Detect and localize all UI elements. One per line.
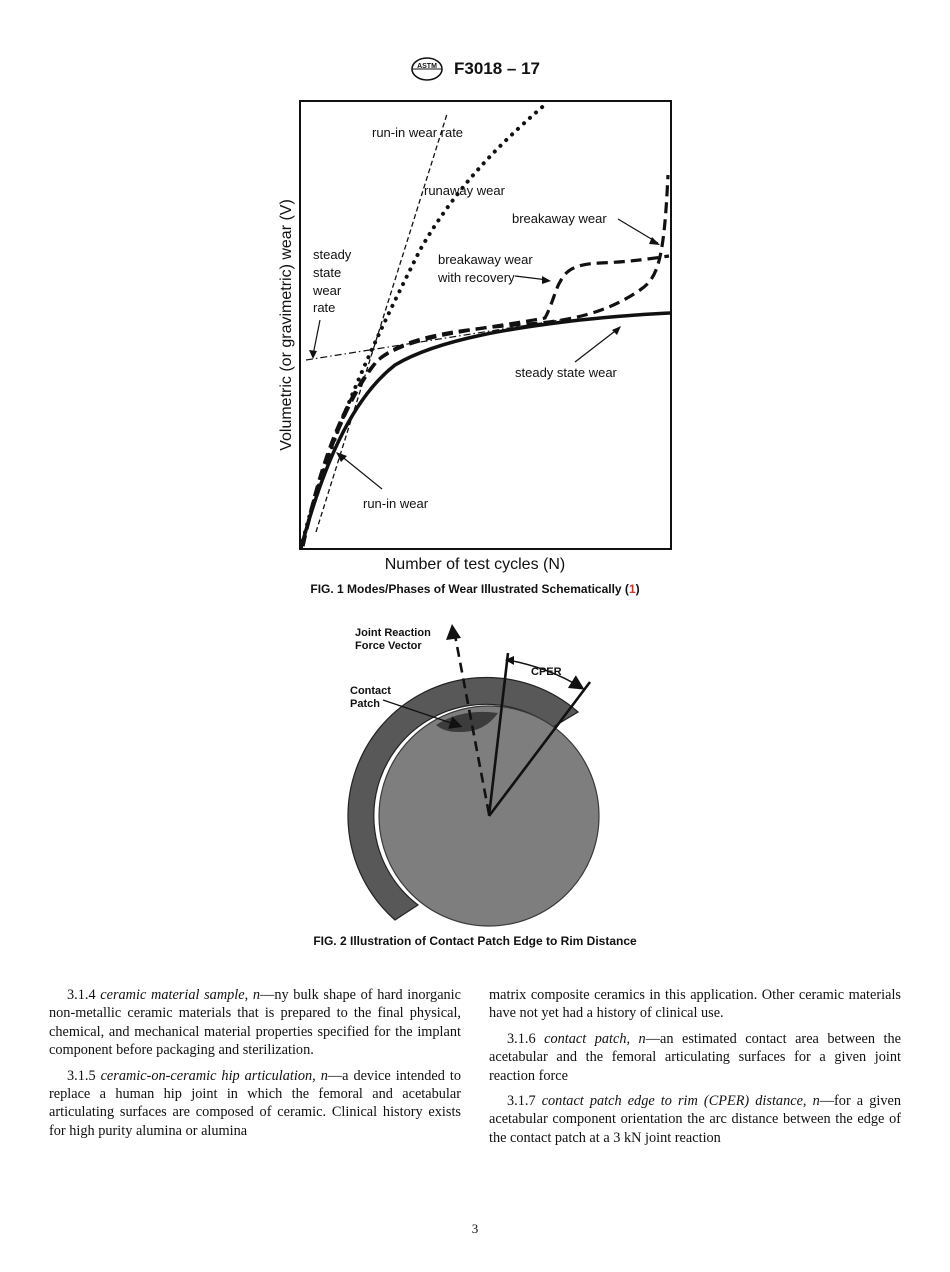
breakaway-wear-curve (303, 175, 668, 546)
figure-1-caption-suffix: ) (635, 582, 640, 596)
text-column-left (49, 986, 461, 1147)
figure-1-reference-link[interactable]: 1 (628, 582, 636, 596)
y-axis-title: Volumetric (or gravimetric) wear (V) (278, 199, 295, 451)
arrowhead-breakaway-recovery (542, 276, 551, 284)
paragraph-3-1-6: 3.1.6 contact patch, n—an estimated contact area between the acetabular and the femoral articulating surfaces for a given joint reaction force (489, 1030, 902, 1084)
plot-frame (300, 101, 671, 549)
label-run-in-wear: run-in wear (363, 496, 429, 511)
page-number: 3 (471, 1221, 479, 1236)
run-in-wear-rate-line (316, 114, 447, 532)
text-column-right (489, 986, 901, 1154)
figure-1-chart (0, 0, 950, 600)
arrow-run-in-wear (340, 455, 382, 489)
label-contact-1: Contact (350, 685, 391, 697)
breakaway-with-recovery-curve (303, 256, 669, 546)
standard-designation: F3018 – 17 (453, 59, 540, 78)
arrow-steady-state-wear (575, 328, 619, 362)
label-breakaway-wear: breakaway wear (512, 211, 607, 226)
arrowhead-steady-state-rate (309, 350, 317, 359)
label-steady-4: rate (313, 300, 336, 315)
x-axis-title: Number of test cycles (N) (384, 556, 566, 573)
figure-2-diagram (0, 600, 950, 930)
arrow-steady-state-rate (313, 320, 320, 355)
label-runaway-wear: runaway wear (424, 183, 505, 198)
arrowhead-steady-state-wear (612, 326, 621, 335)
force-vector-arrowhead (446, 624, 461, 640)
figure-1-caption-prefix: FIG. 1 Modes/Phases of Wear Illustrated Schematically ( (310, 582, 629, 596)
label-steady-1: steady (313, 247, 352, 262)
figure-1-caption (0, 582, 950, 596)
label-steady-3: wear (313, 283, 342, 298)
label-joint-reaction-1: Joint Reaction (355, 627, 431, 639)
steady-state-wear-rate-line (306, 320, 560, 360)
label-contact-2: Patch (350, 698, 380, 710)
label-breakaway-recovery-2: with recovery (438, 270, 515, 285)
paragraph-3-1-4: 3.1.4 ceramic material sample, n—ny bulk shape of hard inorganic non-metallic ceramic materials that is prepared to the final physical, chemical, and mechanical material properties specified for the implant component before packaging and sterilization. (49, 987, 462, 1059)
label-breakaway-recovery-1: breakaway wear (438, 252, 533, 267)
label-steady-state-wear: steady state wear (515, 365, 617, 380)
label-run-in-wear-rate: run-in wear rate (372, 125, 464, 140)
paragraph-3-1-5: 3.1.5 ceramic-on-ceramic hip articulation, n—a device intended to replace a human hip joint in which the femoral and acetabular articulating surfaces are composed of ceramic. Clinical history exists for high purity alumina or alumina (49, 1067, 462, 1139)
label-joint-reaction-2: Force Vector (355, 640, 422, 652)
arrowhead-run-in-wear (336, 452, 347, 462)
label-cper: CPER (531, 666, 562, 678)
steady-state-wear-curve (301, 313, 670, 548)
label-steady-2: state (313, 265, 342, 280)
astm-logo-text: ASTM (417, 63, 437, 70)
figure-2-caption: FIG. 2 Illustration of Contact Patch Edge to Rim Distance (313, 934, 637, 948)
paragraph-3-1-7: 3.1.7 contact patch edge to rim (CPER) distance, n—for a given acetabular component orientation the arc distance between the edge of the contact patch at a 3 kN joint reaction (489, 1093, 901, 1146)
paragraph-3-1-5-continued: matrix composite ceramics in this application. Other ceramic materials have not yet had a history of clinical use. (489, 987, 901, 1022)
